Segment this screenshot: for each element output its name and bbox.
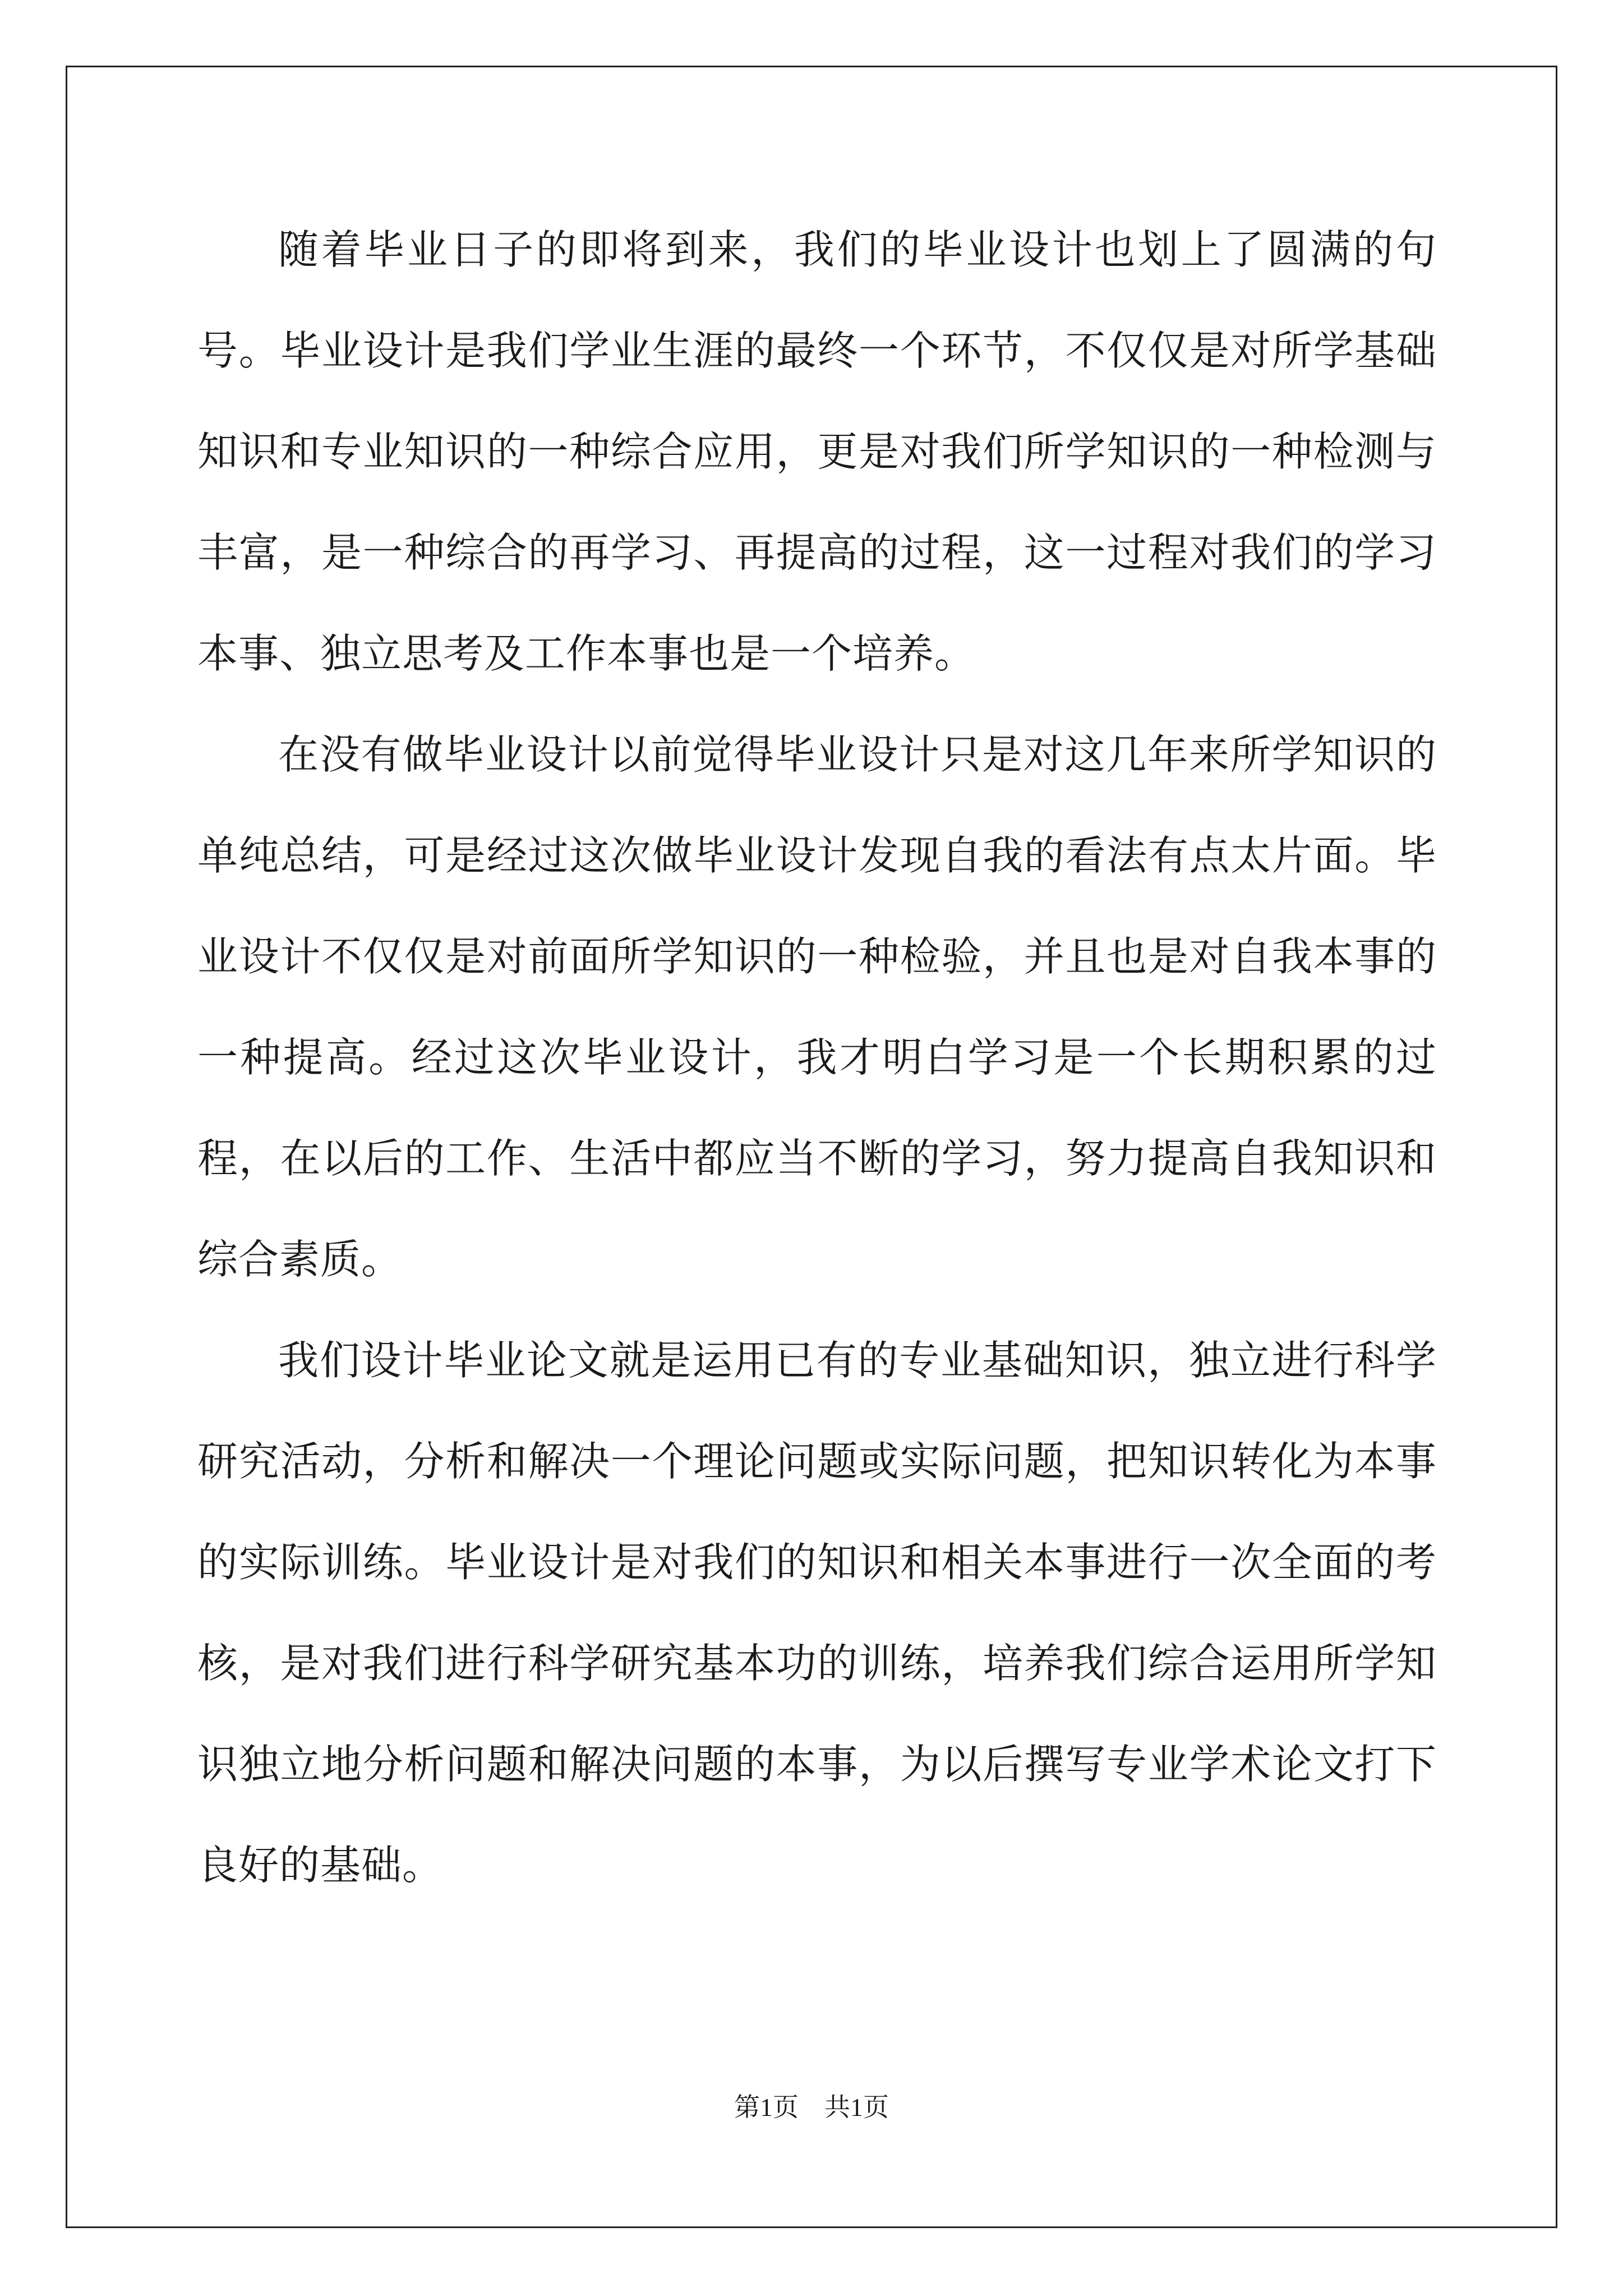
page-number: 第1页 共1页 [734, 2093, 889, 2122]
paragraph-2: 在没有做毕业设计以前觉得毕业设计只是对这几年来所学知识的单纯总结，可是经过这次做毕业设计发现自我的看法有点太片面。毕业设计不仅仅是对前面所学知识的一种检验，并且也是对自我本事的一种提高。经过这次毕业设计，我才明白学习是一个长期积累的过程，在以后的工作、生活中都应当不断的学习，努力提高自我知识和综合素质。 [197, 731, 1437, 1283]
paragraph-3: 我们设计毕业论文就是运用已有的专业基础知识，独立进行科学研究活动，分析和解决一个理论问题或实际问题，把知识转化为本事的实际训练。毕业设计是对我们的知识和相关本事进行一次全面的考核，是对我们进行科学研究基本功的训练，培养我们综合运用所学知识独立地分析问题和解决问题的本事，为以后撰写专业学术论文打下良好的基础。 [197, 1337, 1437, 1889]
page-footer [0, 2087, 1623, 2124]
paragraph-1: 随着毕业日子的即将到来，我们的毕业设计也划上了圆满的句号。毕业设计是我们学业生涯的最终一个环节，不仅仅是对所学基础知识和专业知识的一种综合应用，更是对我们所学知识的一种检测与丰富，是一种综合的再学习、再提高的过程，这一过程对我们的学习本事、独立思考及工作本事也是一个培养。 [197, 226, 1437, 677]
document-body [197, 199, 1437, 1916]
